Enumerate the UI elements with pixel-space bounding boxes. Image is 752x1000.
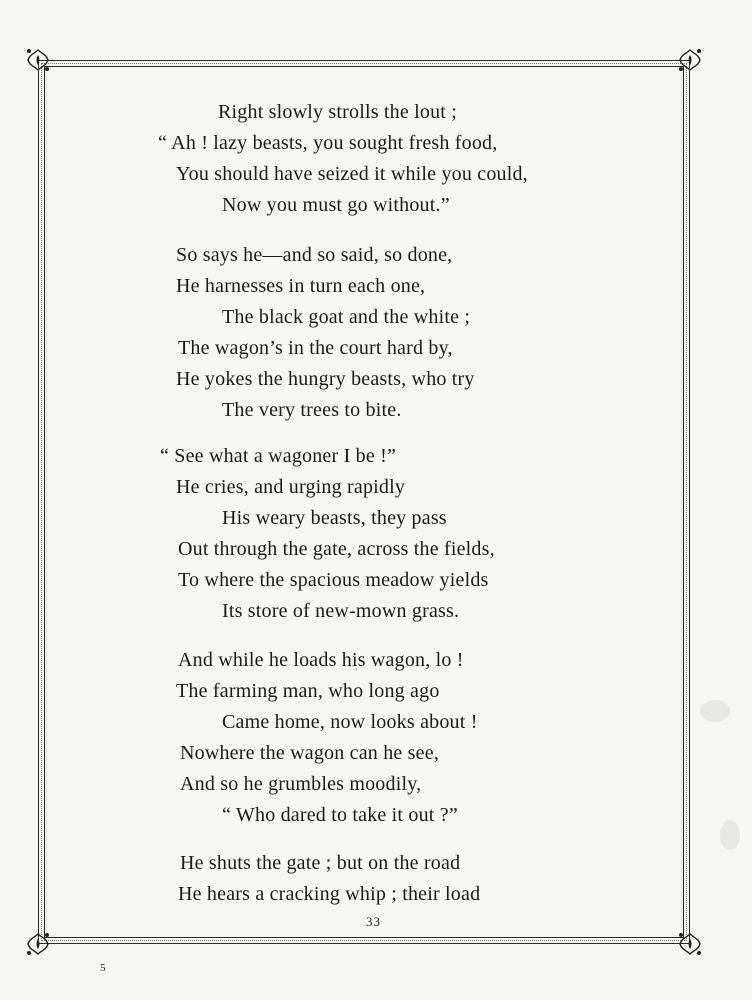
poem-line: Nowhere the wagon can he see, <box>180 742 440 764</box>
poem-line: He yokes the hungry beasts, who try <box>176 368 475 390</box>
poem-line: Right slowly strolls the lout ; <box>218 101 457 123</box>
poem-line: The black goat and the white ; <box>222 306 471 328</box>
poem-line: Came home, now looks about ! <box>222 711 478 733</box>
poem-line: “ Who dared to take it out ?” <box>222 804 458 826</box>
poem-line: And while he loads his wagon, lo ! <box>178 649 464 671</box>
poem-line: The farming man, who long ago <box>176 680 440 702</box>
poem-line: And so he grumbles moodily, <box>180 773 422 795</box>
page-number: 33 <box>366 914 381 929</box>
poem-line: The very trees to bite. <box>222 399 402 421</box>
corner-ornament-icon <box>24 46 52 74</box>
paper-smudge <box>700 700 730 722</box>
poem-line: He harnesses in turn each one, <box>176 275 426 297</box>
poem-line: He shuts the gate ; but on the road <box>180 852 461 874</box>
paper-smudge <box>720 820 740 850</box>
corner-ornament-icon <box>24 930 52 958</box>
poem-line: “ See what a wagoner I be !” <box>160 445 397 467</box>
poem-line: To where the spacious meadow yields <box>178 569 489 591</box>
poem-line: His weary beasts, they pass <box>222 507 447 529</box>
corner-ornament-icon <box>676 46 704 74</box>
poem-line: So says he—and so said, so done, <box>176 244 453 266</box>
signature-mark: 5 <box>100 962 106 974</box>
poem-line: Its store of new-mown grass. <box>222 600 460 622</box>
poem-line: The wagon’s in the court hard by, <box>178 337 453 359</box>
corner-ornament-icon <box>676 930 704 958</box>
poem-line: “ Ah ! lazy beasts, you sought fresh food, <box>158 132 498 154</box>
poem-line: You should have seized it while you could, <box>176 163 528 185</box>
poem-line: He cries, and urging rapidly <box>176 476 406 498</box>
poem-line: Now you must go without.” <box>222 194 450 216</box>
poem-line: He hears a cracking whip ; their load <box>178 883 481 905</box>
poem-line: Out through the gate, across the fields, <box>178 538 495 560</box>
